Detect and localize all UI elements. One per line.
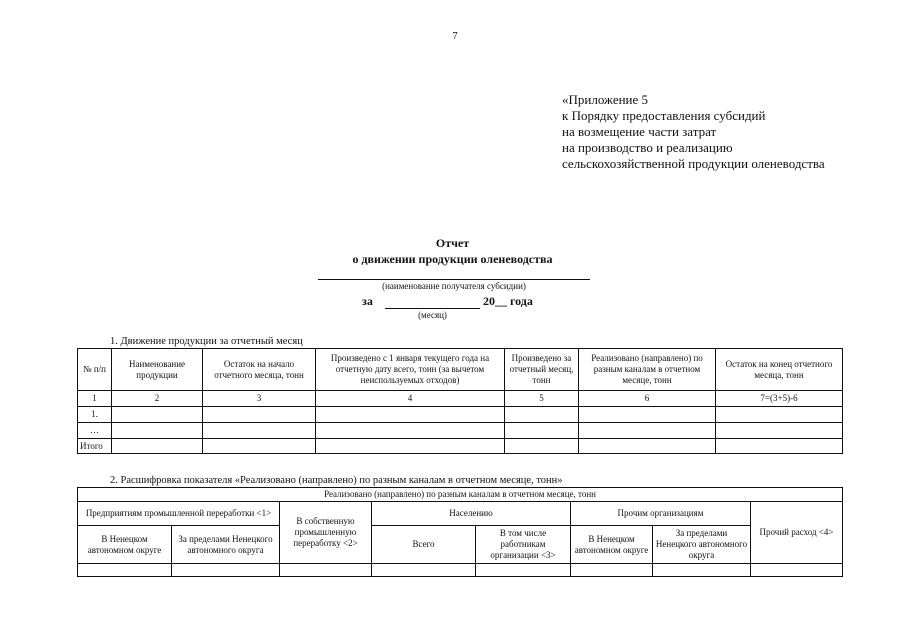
table-header-row bbox=[78, 488, 843, 502]
table-cell bbox=[316, 423, 505, 439]
header-industrial: Предприятиям промышленной переработки <1> bbox=[78, 502, 280, 526]
table-cell bbox=[112, 439, 203, 454]
movement-table bbox=[77, 348, 843, 454]
table-header-row bbox=[78, 349, 843, 391]
table-cell bbox=[280, 564, 372, 577]
subheader-out-nao: За пределами Ненецкого автономного округа bbox=[172, 526, 280, 564]
column-number: 7=(3+5)-6 bbox=[716, 391, 843, 407]
subheader-in-nao: В Ненецком автономном округе bbox=[78, 526, 172, 564]
table-cell bbox=[505, 439, 579, 454]
table-row bbox=[78, 423, 843, 439]
table-cell bbox=[316, 407, 505, 423]
table-cell bbox=[203, 423, 316, 439]
table-cell bbox=[579, 439, 716, 454]
table-cell bbox=[172, 564, 280, 577]
report-title: Отчет bbox=[435, 236, 470, 250]
subheader-out-nao: За пределами Ненецкого автономного округа bbox=[653, 526, 751, 564]
column-number: 1 bbox=[78, 391, 112, 407]
header-cell: Наименование продукции bbox=[112, 349, 203, 391]
table-cell bbox=[579, 407, 716, 423]
table-subheader-row bbox=[78, 526, 843, 564]
table-row bbox=[78, 407, 843, 423]
table-cell bbox=[505, 423, 579, 439]
table-cell bbox=[372, 564, 476, 577]
table-cell bbox=[476, 564, 571, 577]
subheader-total: Всего bbox=[372, 526, 476, 564]
appendix-line: на производство и реализацию bbox=[562, 140, 733, 155]
column-number: 5 bbox=[505, 391, 579, 407]
table-cell bbox=[316, 439, 505, 454]
row-number: 1. bbox=[78, 407, 112, 423]
column-number-row bbox=[78, 391, 843, 407]
appendix-line: на возмещение части затрат bbox=[562, 124, 717, 139]
table-cell bbox=[505, 407, 579, 423]
recipient-line bbox=[318, 279, 590, 280]
header-own-processing: В собственную промышленную переработку <2> bbox=[280, 502, 372, 564]
appendix-line: «Приложение 5 bbox=[562, 92, 649, 107]
total-row bbox=[78, 439, 843, 454]
section2-heading: 2. Расшифровка показателя «Реализовано (направлено) по разным каналам в отчетном месяце, тонн» bbox=[110, 475, 563, 486]
appendix-line: сельскохозяйственной продукции оленеводства bbox=[562, 156, 825, 171]
page-number: 7 bbox=[452, 30, 458, 42]
table-cell bbox=[716, 439, 843, 454]
month-line bbox=[385, 308, 480, 309]
header-other-expense: Прочий расход <4> bbox=[751, 502, 843, 564]
report-subtitle: о движении продукции оленеводства bbox=[352, 252, 553, 266]
column-number: 4 bbox=[316, 391, 505, 407]
table-cell bbox=[716, 423, 843, 439]
table-cell bbox=[78, 564, 172, 577]
header-cell: Произведено с 1 января текущего года на отчетную дату всего, тонн (за вычетом неиспользуемых отходов) bbox=[316, 349, 505, 391]
header-population: Населению bbox=[372, 502, 571, 526]
appendix-block bbox=[562, 92, 825, 172]
column-number: 3 bbox=[203, 391, 316, 407]
top-header: Реализовано (направлено) по разным каналам в отчетном месяце, тонн bbox=[78, 488, 843, 502]
recipient-caption: (наименование получателя субсидии) bbox=[382, 281, 526, 291]
subheader-workers: В том числе работникам организации <3> bbox=[476, 526, 571, 564]
row-number: … bbox=[78, 423, 112, 439]
table-cell bbox=[112, 423, 203, 439]
column-number: 2 bbox=[112, 391, 203, 407]
table-row bbox=[78, 564, 843, 577]
table-cell bbox=[653, 564, 751, 577]
table-cell bbox=[203, 407, 316, 423]
section1-heading: 1. Движение продукции за отчетный месяц bbox=[110, 336, 303, 347]
table-cell bbox=[579, 423, 716, 439]
breakdown-table bbox=[77, 487, 843, 577]
appendix-line: к Порядку предоставления субсидий bbox=[562, 108, 766, 123]
period-year: 20__ года bbox=[483, 294, 533, 308]
header-cell: Произведено за отчетный месяц, тонн bbox=[505, 349, 579, 391]
period-prefix: за bbox=[362, 294, 373, 308]
total-label: Итого bbox=[78, 439, 112, 454]
table-cell bbox=[203, 439, 316, 454]
subheader-in-nao: В Ненецком автономном округе bbox=[571, 526, 653, 564]
table-cell bbox=[571, 564, 653, 577]
table-cell bbox=[751, 564, 843, 577]
table-cell bbox=[112, 407, 203, 423]
header-other-organizations: Прочим организациям bbox=[571, 502, 751, 526]
month-caption: (месяц) bbox=[418, 310, 447, 320]
header-cell: Остаток на конец отчетного месяца, тонн bbox=[716, 349, 843, 391]
table-header-row bbox=[78, 502, 843, 526]
header-cell: Реализовано (направлено) по разным каналам в отчетном месяце, тонн bbox=[579, 349, 716, 391]
header-cell: Остаток на начало отчетного месяца, тонн bbox=[203, 349, 316, 391]
column-number: 6 bbox=[579, 391, 716, 407]
header-cell: № п/п bbox=[78, 349, 112, 391]
table-cell bbox=[716, 407, 843, 423]
